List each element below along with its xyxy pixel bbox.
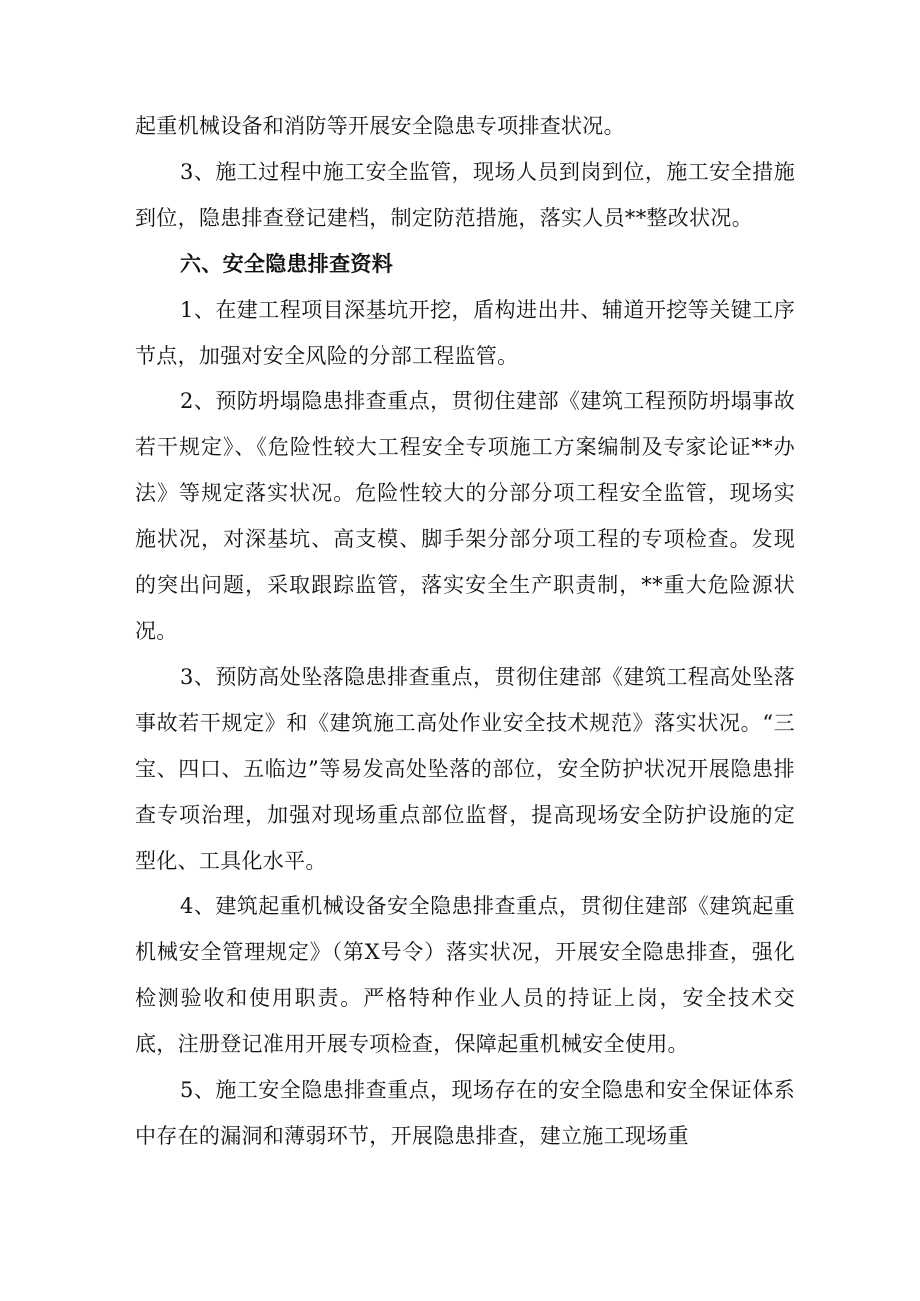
paragraph-item-3-supervision: 3、施工过程中施工安全监管，现场人员到岗到位，施工安全措施到位，隐患排查登记建档，制定防范措施，落实人员**整改状况。 [135,159,795,230]
paragraph-item-3-fall: 3、预防高处坠落隐患排查重点，贯彻住建部《建筑工程高处坠落事故若干规定》和《建筑施工高处作业安全技术规范》落实状况。“三宝、四口、五临边”等易发高处坠落的部位，安全防护状况开展隐患排查专项治理，加强对现场重点部位监督，提高现场安全防护设施的定型化、工具化水平。 [135,664,795,873]
paragraph-item-4-crane: 4、建筑起重机械设备安全隐患排查重点，贯彻住建部《建筑起重机械安全管理规定》（第X号令）落实状况，开展安全隐患排查，强化检测验收和使用职责。严格特种作业人员的持证上岗，安全技术交底，注册登记准用开展专项检查，保障起重机械安全使用。 [135,894,795,1057]
paragraph-item-2-collapse: 2、预防坍塌隐患排查重点，贯彻住建部《建筑工程预防坍塌事故若干规定》、《危险性较大工程安全专项施工方案编制及专家论证**办法》等规定落实状况。危险性较大的分部分项工程安全监管，现场实施状况，对深基坑、高支模、脚手架分部分项工程的专项检查。发现的突出问题，采取跟踪监管，落实安全生产职责制，**重大危险源状况。 [135,389,795,643]
section-heading-6: 六、安全隐患排查资料 [180,251,393,276]
document-body [135,104,795,1160]
paragraph-item-1-excavation: 1、在建工程项目深基坑开挖，盾构进出井、辅道开挖等关键工序节点，加强对安全风险的分部工程监管。 [135,297,795,368]
paragraph-item-5-hazard: 5、施工安全隐患排查重点，现场存在的安全隐患和安全保证体系中存在的漏洞和薄弱环节，开展隐患排查，建立施工现场重 [135,1078,795,1148]
paragraph-continuation: 起重机械设备和消防等开展安全隐患专项排查状况。 [135,114,625,138]
